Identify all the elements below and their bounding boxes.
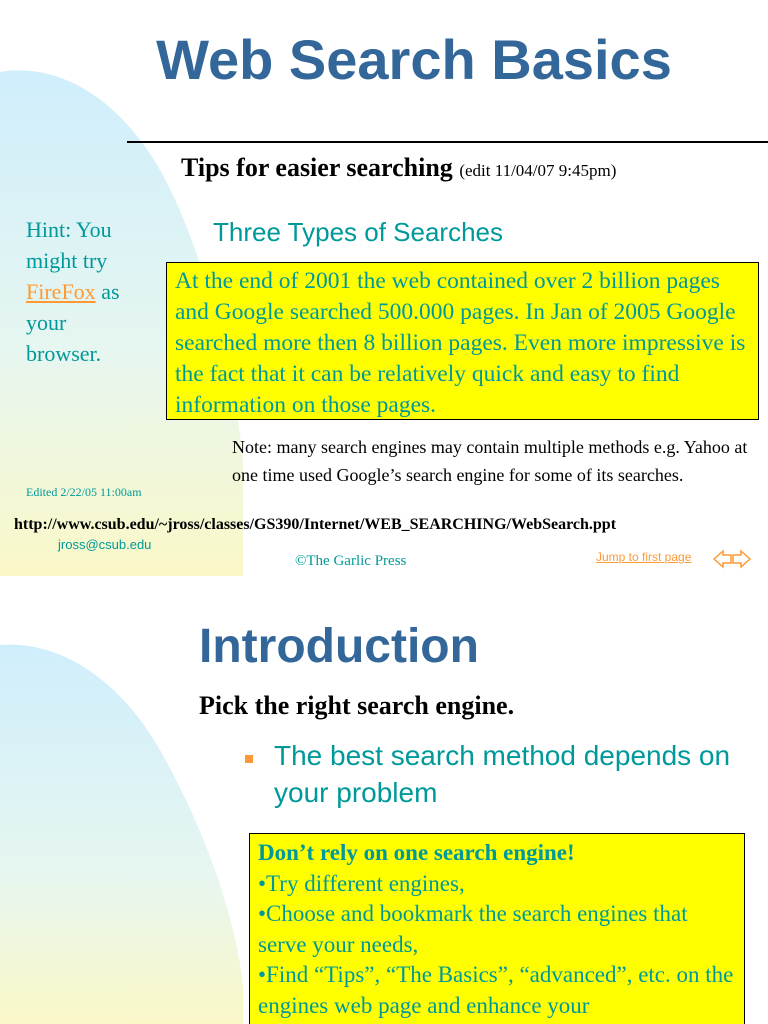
- tips-item: •Choose and bookmark the search engines that serve your needs,: [258, 901, 688, 957]
- section-heading: Three Types of Searches: [213, 217, 504, 247]
- edit-date: (edit 11/04/07 9:45pm): [459, 161, 617, 180]
- arrow-right-icon[interactable]: [732, 547, 752, 571]
- section-subtitle: Pick the right search engine.: [199, 691, 515, 720]
- tips-item: •Try different engines,: [258, 870, 465, 896]
- arrow-left-icon[interactable]: [712, 547, 732, 571]
- page-subtitle: [181, 153, 616, 183]
- author-email: jross@csub.edu: [58, 537, 152, 552]
- tips-heading: Don’t rely on one search engine!: [258, 840, 575, 865]
- firefox-link[interactable]: FireFox: [26, 279, 96, 304]
- title-divider: [127, 141, 768, 143]
- source-url: http://www.csub.edu/~jross/classes/GS390/Internet/WEB_SEARCHING/WebSearch.ppt: [14, 516, 617, 533]
- note-text: Note: many search engines may contain multiple methods e.g. Yahoo at one time used Google’s search engine for some of its searches.: [232, 437, 748, 485]
- hint-text-before: Hint: You might try: [26, 217, 112, 273]
- jump-to-first-page-link[interactable]: Jump to first page: [596, 550, 692, 564]
- highlight-box: At the end of 2001 the web contained over 2 billion pages and Google searched 500.000 pages. In Jan of 2005 Google searched more then 8 billion pages. Even more impressive is the fact that it can be relatively quick and easy to find information on those pages.: [166, 262, 759, 420]
- section-title: Introduction: [199, 620, 479, 673]
- bullet-square-icon: [245, 755, 253, 763]
- copyright: ©The Garlic Press: [295, 553, 407, 569]
- bullet-text: The best search method depends on your problem: [274, 740, 731, 808]
- tips-box: [249, 833, 745, 1024]
- tips-item: •Find “Tips”, “The Basics”, “advanced”, etc. on the engines web page and enhance your: [258, 962, 734, 1018]
- page-title: Web Search Basics: [156, 28, 672, 91]
- browser-hint: [26, 214, 146, 369]
- subtitle-text: Tips for easier searching: [181, 153, 453, 182]
- slide-introduction: [0, 585, 768, 1024]
- hint-text-after: as your browser.: [26, 279, 120, 366]
- edited-date: Edited 2/22/05 11:00am: [26, 485, 142, 499]
- slide-nav: [712, 547, 752, 571]
